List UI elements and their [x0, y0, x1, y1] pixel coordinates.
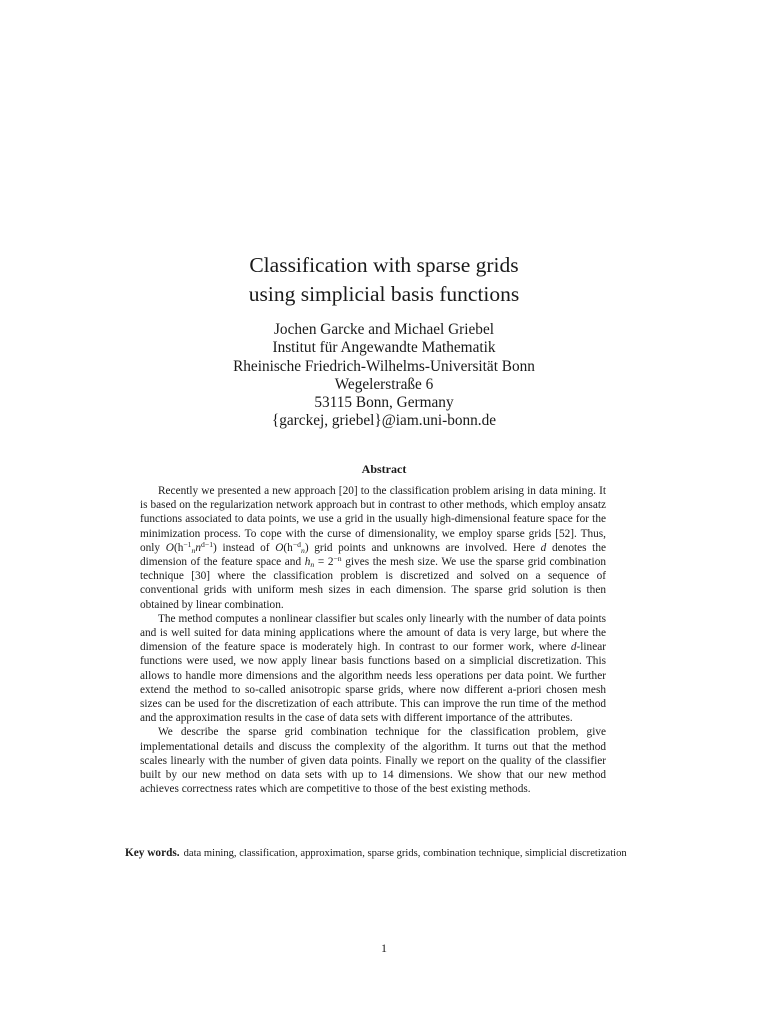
keywords-block	[107, 846, 639, 862]
author-names: Jochen Garcke and Michael Griebel	[273, 321, 494, 338]
author-emails: {garckej, griebel}@iam.uni-bonn.de	[271, 412, 497, 430]
abstract-paragraph: The method computes a nonlinear classifier but scales only linearly with the number of data points and is well suited for data mining applications where the amount of data is very large, but where the dimension of the feature space is moderately high. In contrast to our former work, where d-linear functions were used, we now apply linear basis functions based on a simplicial discretization. This allows to handle more dimensions and the algorithm needs less operations per data point. We further extend the method to so-called anisotropic sparse grids, where now different a-priori chosen mesh sizes can be used for the discretization of each attribute. This can improve the run time of the method and the approximation results in the case of data sets with different importance of the attributes.	[140, 612, 606, 725]
city-country: 53115 Bonn, Germany	[314, 394, 454, 412]
keywords-label: Key words.	[125, 847, 180, 859]
street-address: Wegelerstraße 6	[334, 375, 434, 393]
abstract-heading: Abstract	[361, 462, 407, 476]
abstract-paragraph: Recently we presented a new approach [20] to the classification problem arising in data mining. It is based on the regularization network approach but in contrast to other methods, which employ ansatz functions associated to data points, we use a grid in the usually high-dimensional feature space for the minimization process. To cope with the curse of dimensionality, we employ sparse grids [52]. Thus, only $O(h^{-1}_nn^{d-1})$ instead of $O(h^{-d}_n)$ grid points and unknowns are involved. Here d denotes the dimension of the feature space and $h_n = 2^{-n}$ gives the mesh size. We use the sparse grid combination technique [30] where the classification problem is discretized and solved on a sequence of conventional grids with uniform mesh sizes in each dimension. The sparse grid solution is then obtained by linear combination.	[140, 485, 606, 611]
paper-title	[0, 251, 768, 309]
author-affiliation-block	[0, 321, 768, 431]
abstract-body	[140, 484, 606, 796]
university-name: Rheinische Friedrich-Wilhelms-Universität Bonn	[233, 357, 535, 375]
keywords-text: data mining, classification, approximation, sparse grids, combination technique, simplicial discretization	[183, 848, 627, 859]
page-number: 1	[381, 941, 387, 955]
title-line: using simplicial basis functions	[248, 282, 520, 306]
title-line: Classification with sparse grids	[249, 253, 519, 277]
institute-name: Institut für Angewandte Mathematik	[272, 339, 496, 357]
abstract-paragraph: We describe the sparse grid combination technique for the classification problem, give implementational details and discuss the complexity of the algorithm. It turns out that the method scales linearly with the number of given data points. Finally we report on the quality of the classifier built by our new method on data sets with up to 14 dimensions. We show that our new method achieves correctness rates which are competitive to those of the best existing methods.	[140, 726, 606, 796]
